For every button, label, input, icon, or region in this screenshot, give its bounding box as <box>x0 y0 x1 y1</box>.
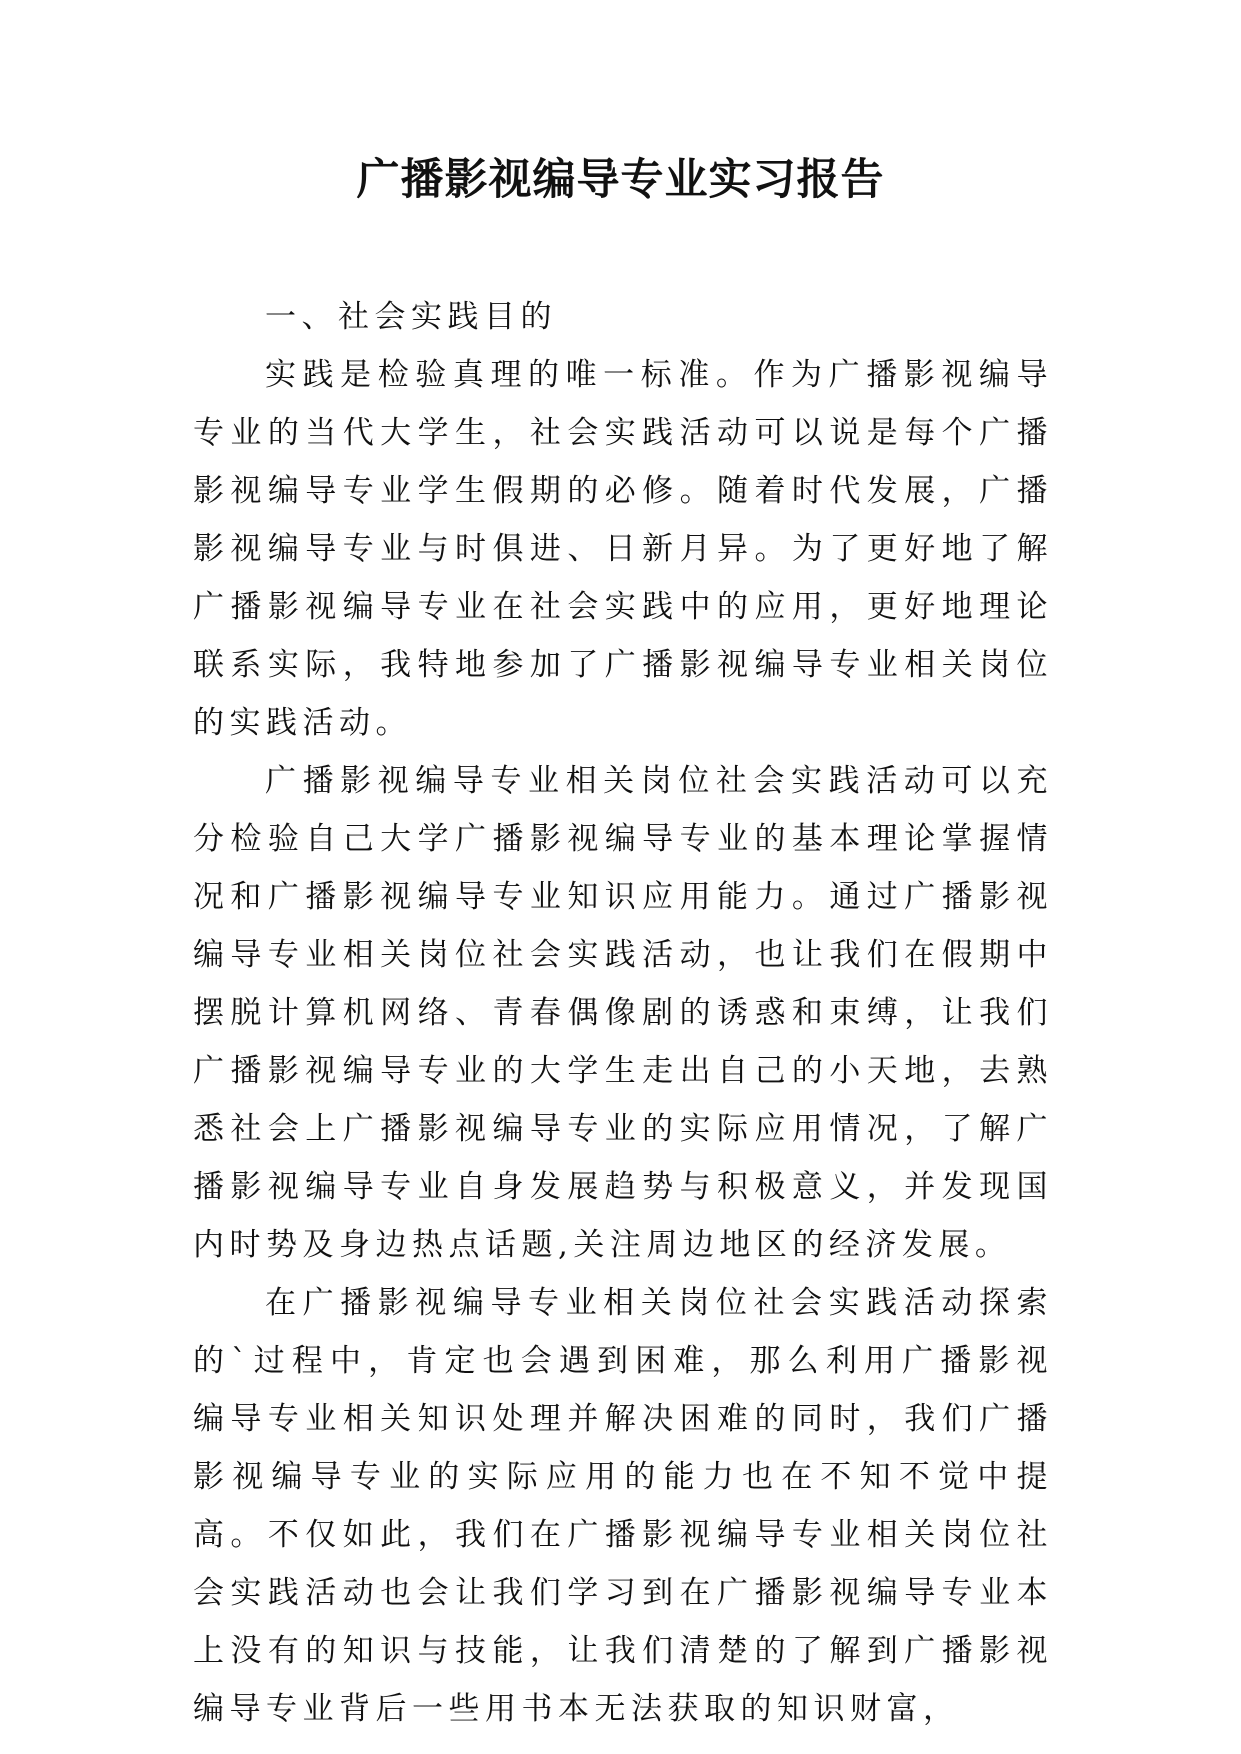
body-paragraph: 在广播影视编导专业相关岗位社会实践活动探索的`过程中，肯定也会遇到困难，那么利用广播影视编导专业相关知识处理并解决困难的同时，我们广播影视编导专业的实际应用的能力也在不知不觉中提高。不仅如此，我们在广播影视编导专业相关岗位社会实践活动也会让我们学习到在广播影视编导专业本上没有的知识与技能，让我们清楚的了解到广播影视编导专业背后一些用书本无法获取的知识财富， <box>193 1285 1053 1727</box>
document-title: 广播影视编导专业实习报告 <box>356 155 885 205</box>
body-paragraph: 广播影视编导专业相关岗位社会实践活动可以充分检验自己大学广播影视编导专业的基本理论掌握情况和广播影视编导专业知识应用能力。通过广播影视编导专业相关岗位社会实践活动，也让我们在假期中摆脱计算机网络、青春偶像剧的诱惑和束缚，让我们广播影视编导专业的大学生走出自己的小天地，去熟悉社会上广播影视编导专业的实际应用情况，了解广播影视编导专业自身发展趋势与积极意义，并发现国内时势及身边热点话题,关注周边地区的经济发展。 <box>193 763 1053 1263</box>
document-body <box>193 288 1053 1738</box>
body-paragraph: 实践是检验真理的唯一标准。作为广播影视编导专业的当代大学生，社会实践活动可以说是每个广播影视编导专业学生假期的必修。随着时代发展，广播影视编导专业与时俱进、日新月异。为了更好地了解广播影视编导专业在社会实践中的应用，更好地理论联系实际，我特地参加了广播影视编导专业相关岗位的实践活动。 <box>193 357 1053 741</box>
section-heading: 一、社会实践目的 <box>265 299 557 335</box>
